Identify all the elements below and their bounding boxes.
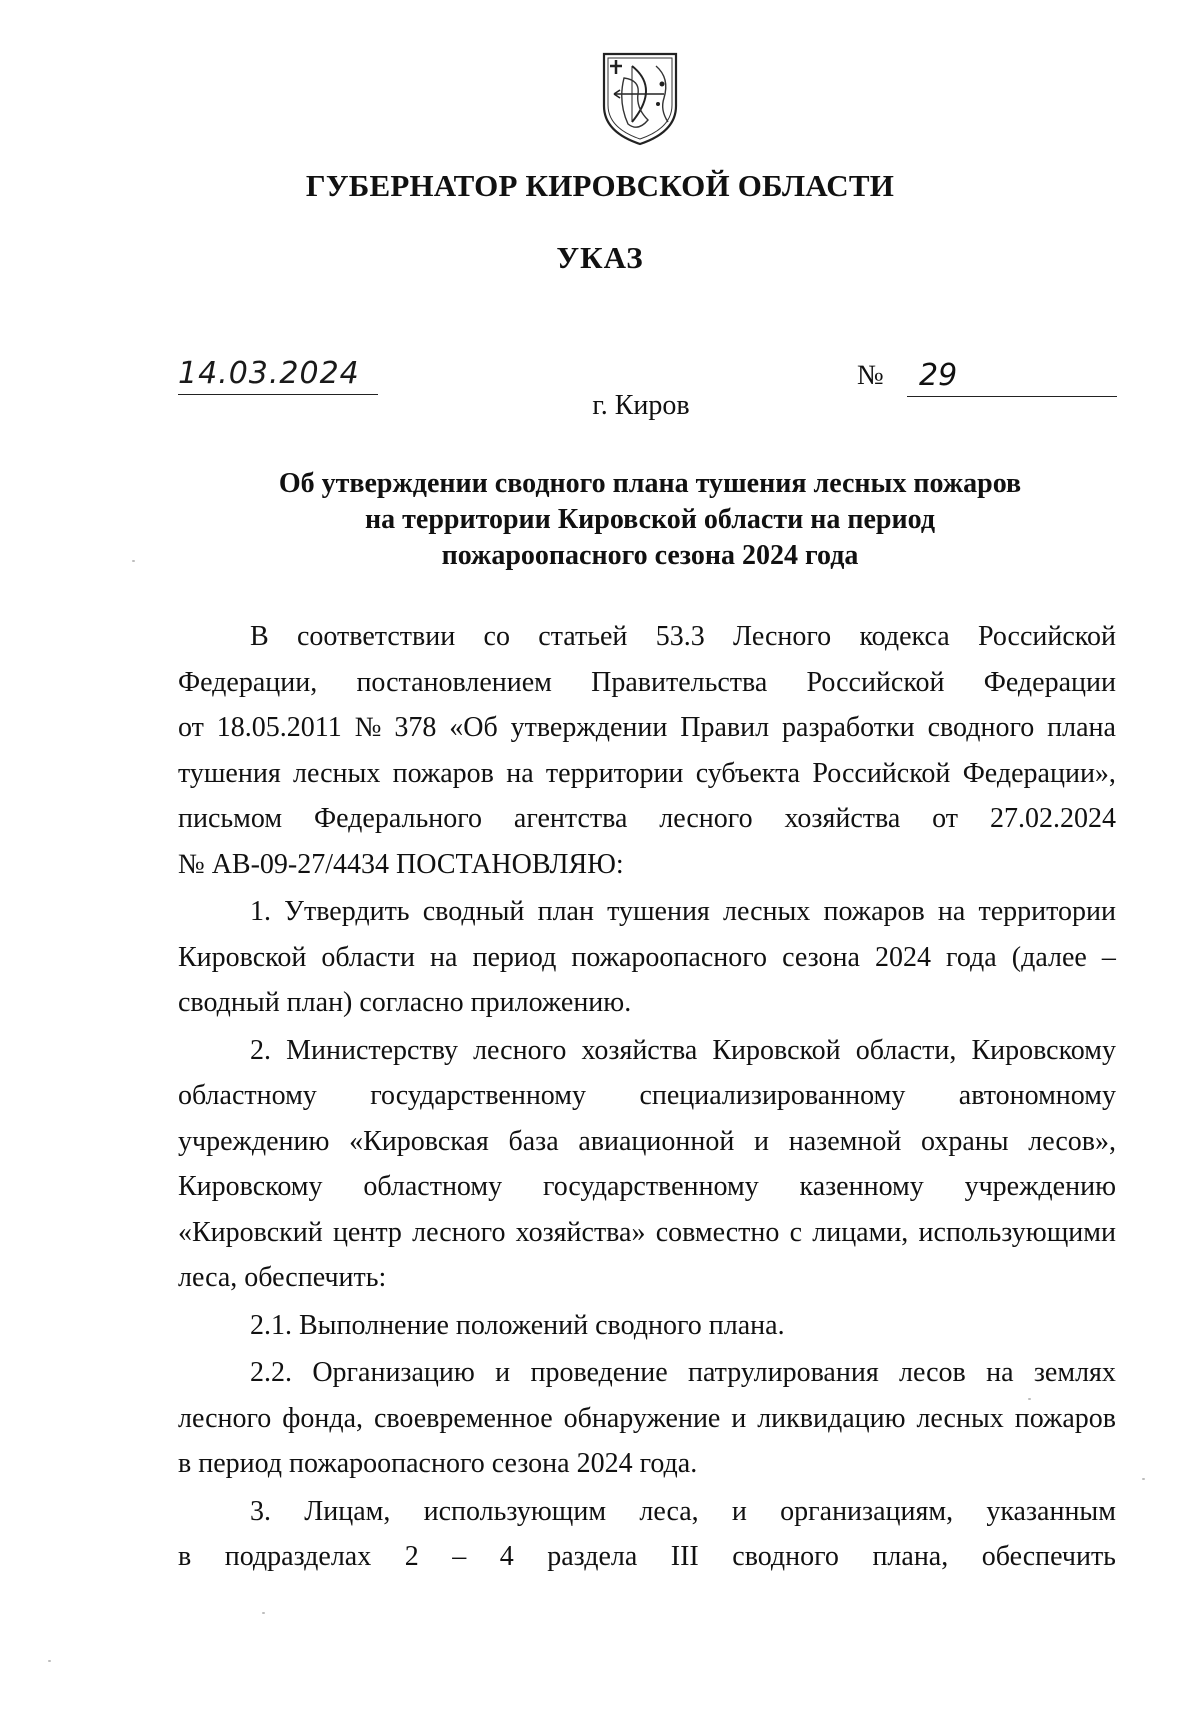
body-word: 53.3 (655, 621, 705, 652)
body-word: В (250, 621, 269, 652)
body-word: лесных (293, 757, 381, 789)
body-line: 2.1. Выполнение положений сводного плана. (250, 1309, 785, 1341)
body-word: лесного (412, 1216, 506, 1248)
body-word: со (483, 621, 510, 652)
decree-date: 14.03.2024 (178, 354, 378, 395)
body-line (178, 1164, 1116, 1210)
body-word: «Кировский (178, 1216, 323, 1248)
scan-speck (48, 1660, 51, 1662)
body-word: 1. (250, 896, 271, 927)
body-word: период (472, 941, 557, 973)
body-line (178, 1210, 1116, 1256)
body-word: лесных (722, 896, 811, 927)
body-line (178, 660, 1116, 706)
body-word: постановлением (356, 666, 552, 698)
body-word: «Кировская (349, 1125, 489, 1157)
body-word: тушения (607, 896, 710, 927)
body-line (178, 705, 1116, 751)
body-word: утверждении (510, 712, 668, 743)
body-word: 4 (499, 1541, 514, 1572)
body-line (178, 614, 1116, 660)
body-word: лесных (916, 1402, 1004, 1434)
body-word: авиационной (578, 1125, 735, 1157)
body-word: Российской (977, 621, 1116, 652)
body-word: областному (178, 1080, 317, 1111)
body-word: землях (1033, 1357, 1116, 1388)
body-word: № (354, 712, 382, 743)
body-word: хозяйства (784, 803, 901, 834)
body-word: леса, (639, 1495, 699, 1527)
body-word: совместно (655, 1216, 780, 1248)
body-word: Федерации», (962, 757, 1116, 789)
body-word: использующим (423, 1495, 607, 1527)
body-word: и (495, 1357, 511, 1388)
body-word: пожаров (392, 757, 494, 789)
body-word: лицами, (812, 1216, 909, 1248)
body-word: хозяйства» (515, 1216, 646, 1248)
body-word: от (932, 803, 959, 834)
body-word: письмом (178, 803, 283, 834)
body-line: № АВ-09-27/4434 ПОСТАНОВЛЯЮ: (178, 848, 624, 880)
body-word: план (537, 896, 594, 927)
body-word: лесов (899, 1357, 966, 1388)
body-word: – (452, 1541, 467, 1572)
body-word: Российской (806, 666, 945, 698)
body-word: Кировской (712, 1034, 841, 1066)
body-word: областному (363, 1171, 503, 1202)
body-word: кодекса (859, 621, 950, 652)
body-word: база (508, 1125, 559, 1157)
decree-number: 29 (919, 358, 958, 393)
body-word: Федерального (313, 803, 483, 834)
body-word: пожаров (823, 896, 925, 927)
body-word: на (430, 941, 458, 973)
body-word: фонда, (282, 1402, 364, 1434)
body-line: в период пожароопасного сезона 2024 года. (178, 1448, 698, 1479)
title-line: Об утверждении сводного плана тушения лесных пожаров (278, 468, 1022, 499)
body-word: «Об (449, 712, 498, 743)
body-line (178, 889, 1116, 935)
coat-of-arms-icon (598, 48, 682, 148)
number-sign: № (857, 360, 884, 391)
body-word: тушения (178, 757, 281, 789)
body-word: территории (978, 896, 1116, 927)
body-word: – (1101, 941, 1116, 973)
body-word: охраны (921, 1125, 1009, 1157)
body-word: Лицам, (304, 1495, 391, 1527)
body-word: казенному (799, 1171, 924, 1202)
body-word: от (178, 712, 204, 743)
body-line (178, 751, 1116, 797)
body-word: Лесного (733, 621, 832, 652)
decree-body (178, 614, 1116, 1580)
body-word: учреждению (178, 1125, 330, 1157)
body-word: 2 (404, 1541, 419, 1572)
body-word: Организацию (312, 1357, 475, 1388)
body-word: Правительства (591, 666, 768, 698)
body-word: и (731, 1495, 747, 1527)
body-word: (далее (1011, 941, 1087, 973)
body-word: с (789, 1216, 803, 1248)
body-word: Правил (680, 712, 770, 743)
body-word: и (754, 1125, 770, 1157)
body-line (178, 1489, 1116, 1535)
body-word: подразделах (224, 1541, 372, 1572)
body-word: указанным (986, 1495, 1116, 1527)
body-word: Российской (812, 757, 951, 789)
title-line: пожароопасного сезона 2024 года (441, 540, 859, 571)
body-word: 3. (250, 1495, 271, 1527)
scan-speck (132, 560, 135, 562)
body-line (178, 935, 1116, 981)
body-word: статьей (538, 621, 628, 652)
body-word: на (986, 1357, 1014, 1388)
body-word: своевременное (373, 1402, 553, 1434)
body-word: патрулирования (687, 1357, 879, 1388)
body-word: 378 (394, 712, 437, 743)
body-line (178, 1119, 1116, 1165)
body-line: леса, обеспечить: (178, 1262, 387, 1293)
body-word: пожаров (1014, 1402, 1116, 1434)
body-word: сводного (732, 1541, 839, 1572)
body-word: лесного (659, 803, 753, 834)
body-word: раздела (547, 1541, 638, 1572)
document-type: УКАЗ (556, 240, 644, 275)
body-word: использующими (918, 1216, 1116, 1248)
body-word: хозяйства (581, 1034, 698, 1066)
body-line (178, 1396, 1116, 1442)
body-line (178, 1350, 1116, 1396)
body-word: агентства (513, 803, 628, 834)
body-word: Федерации, (178, 666, 318, 698)
body-word: плана (1047, 712, 1116, 743)
body-line (178, 796, 1116, 842)
place-of-issue: г. Киров (592, 390, 690, 421)
body-word: 2. (250, 1034, 271, 1066)
body-word: лесов», (1028, 1125, 1116, 1157)
body-word: и (731, 1402, 747, 1434)
body-word: ликвидацию (757, 1402, 906, 1434)
body-word: наземной (788, 1125, 902, 1157)
body-word: территории (545, 757, 684, 789)
body-word: Федерации (983, 666, 1116, 698)
body-word: сезона (782, 941, 860, 973)
body-word: Утвердить (284, 896, 410, 927)
body-word: 2024 (875, 941, 931, 973)
body-word: 2.2. (250, 1357, 292, 1388)
body-word: плана, (872, 1541, 949, 1572)
body-word: разработки (782, 712, 915, 743)
scan-speck (262, 1612, 265, 1614)
body-line: сводный план) согласно приложению. (178, 987, 632, 1018)
body-word: обеспечить (981, 1541, 1116, 1572)
body-word: субъекта (695, 757, 801, 789)
title-line: на территории Кировской области на период (365, 504, 935, 535)
body-word: на (937, 896, 966, 927)
body-word: организациям, (780, 1495, 954, 1527)
decree-title (220, 466, 1080, 574)
body-word: Кировской (178, 941, 307, 973)
body-word: автономному (958, 1080, 1116, 1111)
body-word: государственному (370, 1080, 586, 1111)
scan-speck (1142, 1478, 1145, 1480)
scan-speck (1028, 1398, 1031, 1400)
body-word: на (506, 757, 534, 789)
body-word: пожароопасного (571, 941, 768, 973)
body-word: сводного (927, 712, 1035, 743)
body-word: обнаружение (563, 1402, 721, 1434)
body-line (178, 1028, 1116, 1074)
body-word: центр (332, 1216, 402, 1248)
body-word: области (321, 941, 415, 973)
body-word: III (670, 1541, 699, 1572)
body-word: Кировскому (971, 1034, 1116, 1066)
body-line (178, 1534, 1116, 1580)
body-word: 27.02.2024 (989, 803, 1116, 834)
body-word: соответствии (297, 621, 456, 652)
body-word: области, (855, 1034, 957, 1066)
body-word: лесного (178, 1402, 272, 1434)
body-word: специализированному (639, 1080, 906, 1111)
body-word: лесного (473, 1034, 567, 1066)
body-line (178, 1073, 1116, 1119)
body-word: учреждению (964, 1171, 1116, 1202)
body-word: государственному (542, 1171, 759, 1202)
body-word: проведение (530, 1357, 668, 1388)
body-word: 18.05.2011 (216, 712, 342, 743)
body-word: Министерству (286, 1034, 458, 1066)
body-word: Кировскому (178, 1171, 323, 1202)
issuing-authority: ГУБЕРНАТОР КИРОВСКОЙ ОБЛАСТИ (305, 168, 895, 203)
body-word: сводный (422, 896, 525, 927)
body-word: в (178, 1541, 192, 1572)
body-word: года (946, 941, 997, 973)
